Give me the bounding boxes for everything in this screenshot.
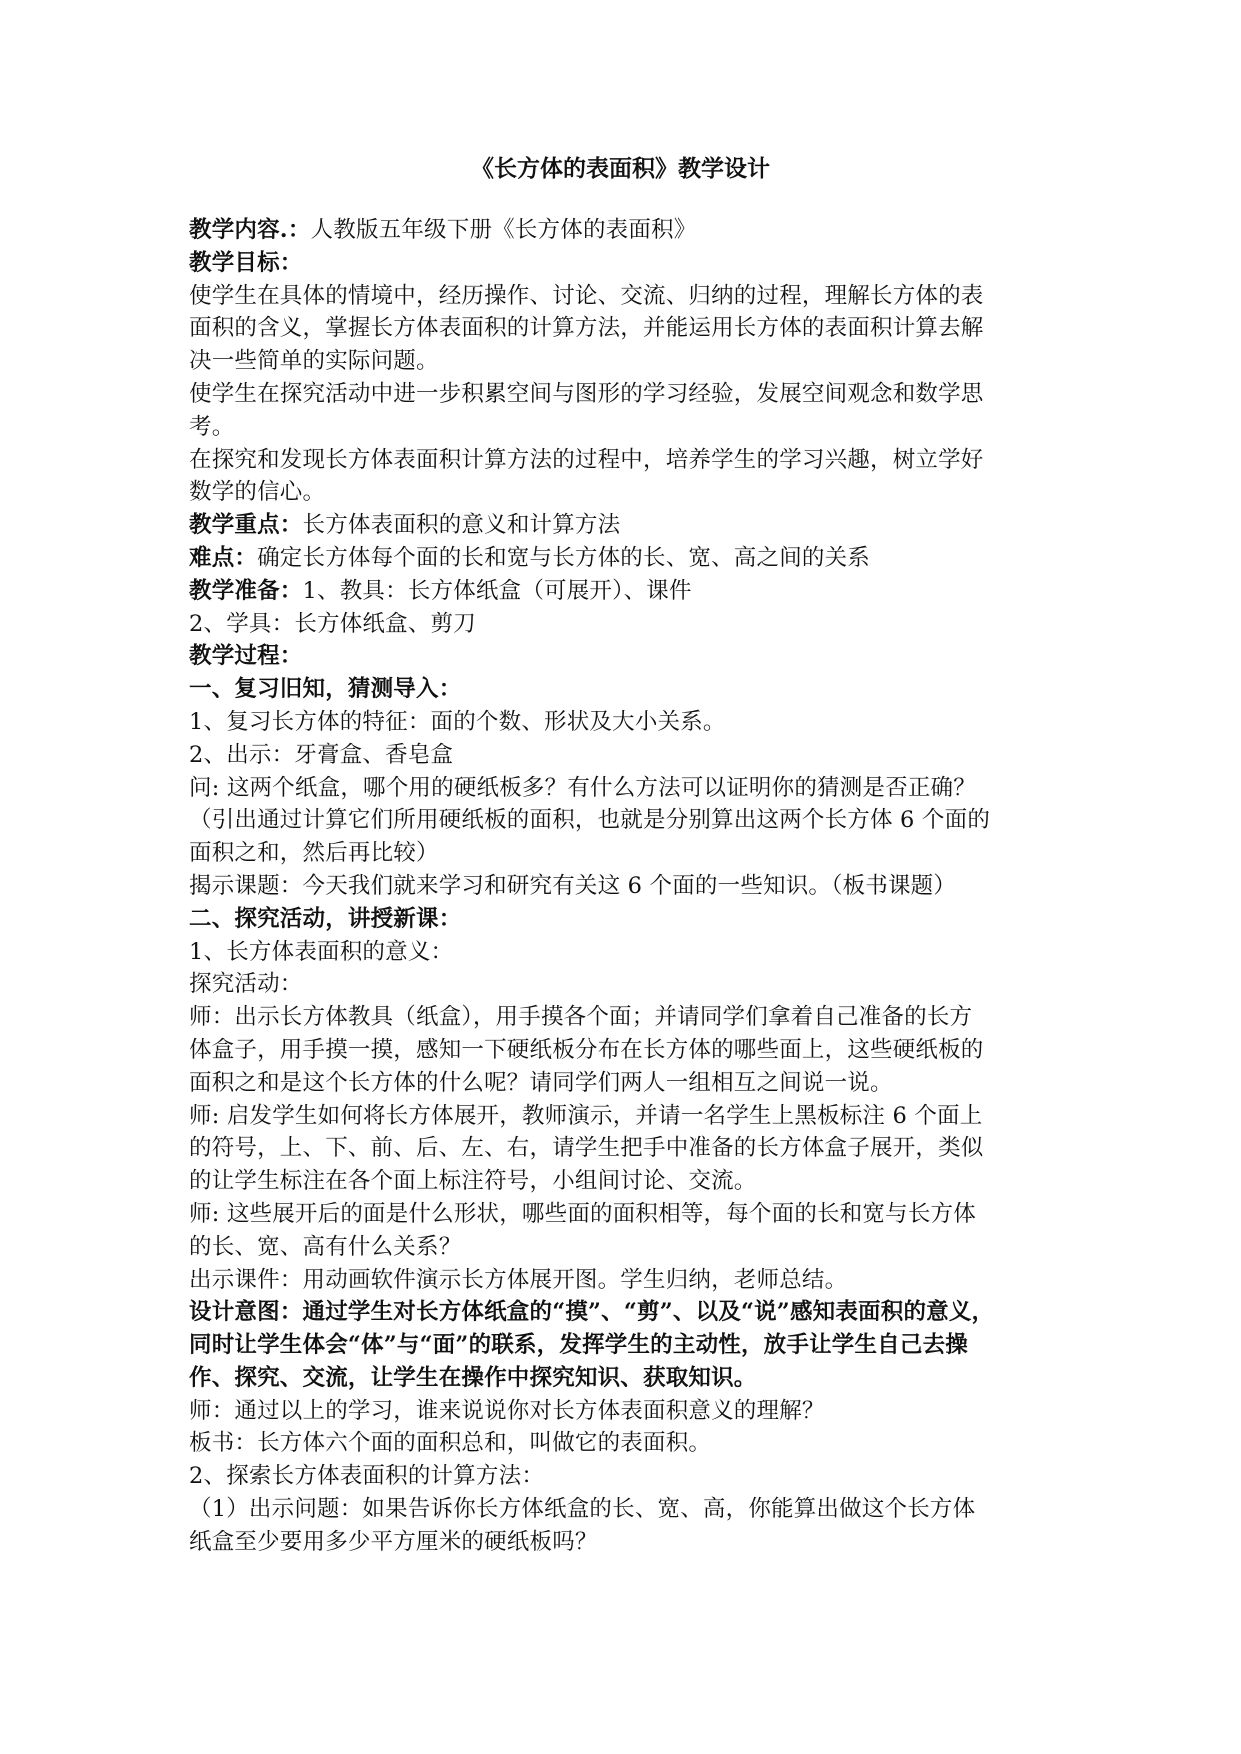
- line-text: 师：通过以上的学习，谁来说说你对长方体表面积意义的理解？: [189, 1397, 825, 1424]
- text-line: [189, 1329, 1053, 1362]
- text-line: [189, 870, 1053, 903]
- line-text: 确定长方体每个面的长和宽与长方体的长、宽、高之间的关系: [257, 544, 871, 571]
- line-text: 使学生在具体的情境中，经历操作、讨论、交流、归纳的过程，理解长方体的表: [189, 282, 984, 309]
- line-text: 板书：长方体六个面的面积总和，叫做它的表面积。: [189, 1430, 712, 1457]
- text-line: [189, 772, 1053, 805]
- text-line: [189, 312, 1053, 345]
- line-text: 数学的信心。: [189, 479, 326, 506]
- line-text: 2、探索长方体表面积的计算方法：: [189, 1463, 545, 1490]
- line-text: 探究活动：: [189, 971, 303, 998]
- text-line: [189, 640, 1053, 673]
- document-title: 《长方体的表面积》教学设计: [471, 155, 770, 182]
- text-line: [189, 411, 1053, 444]
- bold-label: 作、探究、交流，让学生在操作中探究知识、获取知识。: [189, 1364, 757, 1391]
- text-line: [189, 1198, 1053, 1231]
- line-text: 问: 这两个纸盒，哪个用的硬纸板多？有什么方法可以证明你的猜测是否正确？: [189, 774, 976, 801]
- line-text: 的让学生标注在各个面上标注符号，小组间讨论、交流。: [189, 1168, 757, 1195]
- bold-label: 教学过程：: [189, 643, 303, 670]
- text-line: [189, 1427, 1053, 1460]
- bold-label: 教学内容.：: [189, 217, 311, 243]
- line-text: 面积的含义，掌握长方体表面积的计算方法，并能运用长方体的表面积计算去解: [189, 315, 984, 342]
- text-line: [189, 1362, 1053, 1395]
- document-body: [189, 214, 1053, 1559]
- line-text: 在探究和发现长方体表面积计算方法的过程中，培养学生的学习兴趣，树立学好: [189, 446, 984, 473]
- text-line: [189, 706, 1053, 739]
- text-line: [189, 214, 1053, 247]
- line-text: 1、复习长方体的特征：面的个数、形状及大小关系。: [189, 708, 726, 735]
- text-line: [189, 804, 1053, 837]
- line-text: （1）出示问题：如果告诉你长方体纸盒的长、宽、高，你能算出做这个长方体: [189, 1496, 976, 1523]
- text-line: [189, 1067, 1053, 1100]
- line-text: 2、出示：牙膏盒、香皂盒: [189, 741, 454, 768]
- text-line: [189, 509, 1053, 542]
- line-text: 考。: [189, 413, 235, 440]
- text-line: [189, 345, 1053, 378]
- line-text: 人教版五年级下册《长方体的表面积》: [310, 217, 697, 243]
- text-line: [189, 903, 1053, 936]
- line-text: 师: 这些展开后的面是什么形状，哪些面的面积相等，每个面的长和宽与长方体: [189, 1200, 976, 1227]
- line-text: 使学生在探究活动中进一步积累空间与图形的学习经验，发展空间观念和数学思: [189, 380, 984, 407]
- line-text: 面积之和，然后再比较）: [189, 840, 439, 867]
- text-line: [189, 378, 1053, 411]
- bold-label: 设计意图：通过学生对长方体纸盒的“摸”、“剪”、以及“说”感知表面积的意义，: [189, 1299, 995, 1326]
- text-line: [189, 936, 1053, 969]
- line-text: 长方体表面积的意义和计算方法: [302, 512, 621, 539]
- text-line: [189, 968, 1053, 1001]
- bold-label: 教学重点：: [189, 512, 303, 539]
- text-line: [189, 1460, 1053, 1493]
- text-line: [189, 1395, 1053, 1428]
- text-line: [189, 1493, 1053, 1526]
- bold-label: 教学目标：: [189, 249, 303, 276]
- text-line: [189, 444, 1053, 477]
- bold-label: 教学准备：: [189, 577, 303, 604]
- text-line: [189, 1132, 1053, 1165]
- text-line: [189, 1264, 1053, 1297]
- bold-label: 难点：: [189, 544, 258, 571]
- line-text: 纸盒至少要用多少平方厘米的硬纸板吗？: [189, 1528, 598, 1555]
- line-text: 2、学具：长方体纸盒、剪刀: [189, 610, 476, 637]
- line-text: 师：出示长方体教具（纸盒），用手摸各个面；并请同学们拿着自己准备的长方: [189, 1004, 973, 1031]
- line-text: 的符号，上、下、前、后、左、右，请学生把手中准备的长方体盒子展开，类似: [189, 1135, 984, 1162]
- text-line: [189, 608, 1053, 641]
- text-line: [189, 1296, 1053, 1329]
- text-line: [189, 673, 1053, 706]
- line-text: 出示课件：用动画软件演示长方体展开图。学生归纳，老师总结。: [189, 1266, 848, 1293]
- text-line: [189, 1034, 1053, 1067]
- text-line: [189, 476, 1053, 509]
- text-line: [189, 739, 1053, 772]
- line-text: 面积之和是这个长方体的什么呢？请同学们两人一组相互之间说一说。: [189, 1069, 893, 1096]
- line-text: 1、教具：长方体纸盒（可展开）、课件: [302, 577, 692, 604]
- line-text: 的长、宽、高有什么关系？: [189, 1233, 462, 1260]
- text-line: [189, 1001, 1053, 1034]
- text-line: [189, 1526, 1053, 1559]
- text-line: [189, 1100, 1053, 1133]
- text-line: [189, 1231, 1053, 1264]
- line-text: 决一些简单的实际问题。: [189, 348, 439, 375]
- line-text: （引出通过计算它们所用硬纸板的面积，也就是分别算出这两个长方体 6 个面的: [189, 807, 991, 834]
- text-line: [189, 575, 1053, 608]
- bold-label: 二、探究活动，讲授新课：: [189, 905, 462, 932]
- line-text: 师: 启发学生如何将长方体展开，教师演示，并请一名学生上黑板标注 6 个面上: [189, 1102, 983, 1129]
- text-line: [189, 542, 1053, 575]
- line-text: 揭示课题：今天我们就来学习和研究有关这 6 个面的一些知识。（板书课题）: [189, 872, 957, 899]
- text-line: [189, 247, 1053, 280]
- text-line: [189, 1165, 1053, 1198]
- text-line: [189, 837, 1053, 870]
- line-text: 体盒子，用手摸一摸，感知一下硬纸板分布在长方体的哪些面上，这些硬纸板的: [189, 1036, 984, 1063]
- bold-label: 同时让学生体会“体”与“面”的联系，发挥学生的主动性，放手让学生自己去操: [189, 1332, 968, 1359]
- text-line: [189, 280, 1053, 313]
- bold-label: 一、复习旧知，猜测导入：: [189, 676, 462, 703]
- line-text: 1、长方体表面积的意义：: [189, 938, 454, 965]
